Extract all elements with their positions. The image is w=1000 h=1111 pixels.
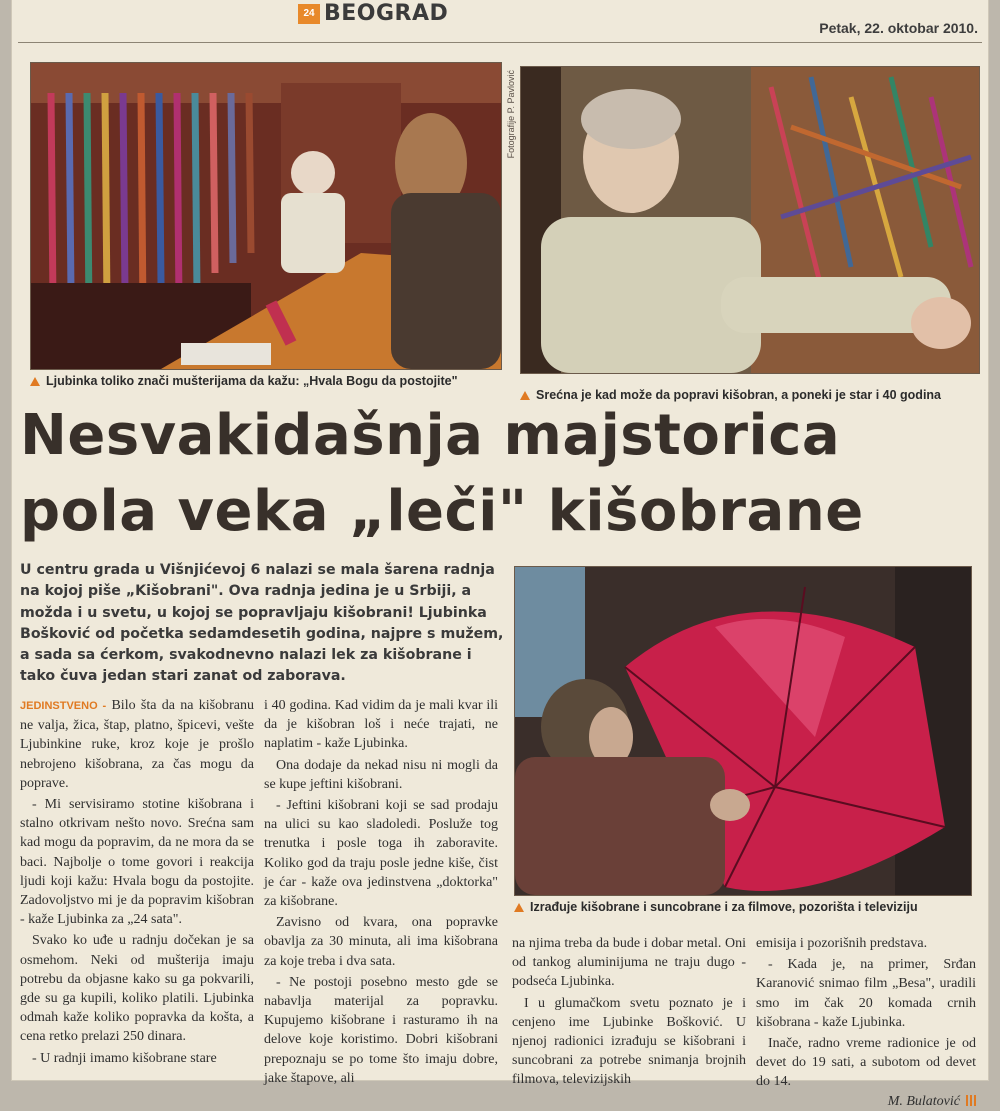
- caption-photo-bottom: Izrađuje kišobrane i suncobrane i za filmove, pozorišta i televiziju: [514, 900, 918, 914]
- issue-date: Petak, 22. oktobar 2010.: [819, 20, 978, 36]
- signature-mark-icon: [964, 1092, 976, 1111]
- paragraph: Ona dodaje da nekad nisu ni mogli da se kupe jeftini kišobrani.: [264, 757, 498, 792]
- caption-triangle-icon: [30, 377, 40, 386]
- paragraph: I u glumačkom svetu poznato je i cenjeno ime Ljubinke Bošković. U njenoj radionici izrađuju se kišobrani i suncobrani za potrebe snimanja brojnih filmova, televizijskih: [512, 995, 746, 1088]
- author-signature: M. Bulatović: [888, 1092, 976, 1111]
- paragraph: - Ne postoji posebno mesto gde se nabavlja materijal za popravku. Kupujemo kišobrane i rasturamo ih na delove koje koristimo. Dobri kišobrani prepoznaju se po tome što imaju dobre, jake štapove, ali: [264, 974, 498, 1086]
- headline-line-2: pola veka „leči" kišobrane: [20, 479, 864, 544]
- paragraph: Svako ko uđe u radnju dočekan je sa osmehom. Neki od mušterija imaju potrebu da objasne kako su ga pokvarili, gde su ga kupili, koliko platili. Ljubinka odmah kaže koliko popravka da košta, a cena retko prelazi 250 dinara.: [20, 933, 254, 1045]
- article-lead: U centru grada u Višnjićevoj 6 nalazi se mala šarena radnja na kojoj piše „Kišobrani". Ova radnja jedina je u Srbiji, a možda i u svetu, u kojoj se popravljaju kišobrani! Ljubinka Bošković od početka sedamdesetih godina, najpre s mužem, a sada sa ćerkom, svakodnevno nalazi lek za kišobrane i tako čuva jedan stari zanat od zaborava.: [20, 562, 504, 685]
- caption-photo-right: Srećna je kad može da popravi kišobran, a poneki je star i 40 godina: [520, 388, 941, 402]
- section-title: BEOGRAD: [324, 1, 449, 26]
- header-divider: [18, 42, 982, 43]
- photo-credit: Fotografije P. Pavlović: [506, 70, 516, 159]
- article-column-1: [20, 696, 254, 1070]
- headline-line-1: Nesvakidašnja majstorica: [20, 403, 841, 468]
- photo-red-umbrella: [514, 566, 972, 896]
- article-headline: [20, 398, 980, 550]
- paragraph: - Jeftini kišobrani koji se sad prodaju na ulici su kao sladoledi. Posluže tog trenutka i posle toga ih zaboravite. Koliko god da traju posle jedne kiše, čist je ćar - kaže ova jedinstvena „doktorka" za kišobrane.: [264, 798, 498, 910]
- paragraph: na njima treba da bude i dobar metal. Oni od tankog aluminijuma ne traju dugo - podseća Ljubinka.: [512, 936, 746, 990]
- paragraph: - Kada je, na primer, Srđan Karanović snimao film „Besa", uradili smo im čak 20 komada crnih kišobrana - kaže Ljubinka.: [756, 957, 976, 1030]
- paragraph: - Mi servisiramo stotine kišobrana i stalno otkrivam nešto novo. Srećna sam kad mogu da popravim, da ne mora da se baci. Najbolje o tome govori i reakcija ljudi koji kažu: Hvala bogu da postojite. Zadovoljstvo mi je da popravim kišobran - kaže Ljubinka za „24 sata".: [20, 797, 254, 928]
- paragraph: Zavisno od kvara, ona popravke obavlja za 30 minuta, ali ima kišobrana za koje treba i dva sata.: [264, 915, 498, 969]
- newspaper-logo: 24: [298, 4, 320, 24]
- paragraph: JEDINSTVENO - Bilo šta da na kišobranu ne valja, žica, štap, platno, špicevi, vešte Ljubinkine ruke, kroz koje je prošlo nebrojeno kišobrana, za čas mogu da poprave.: [20, 698, 254, 791]
- paragraph: - U radnji imamo kišobrane stare: [32, 1050, 217, 1066]
- article-column-4: [756, 934, 976, 1111]
- photo-woman-repairing: [520, 66, 980, 374]
- caption-triangle-icon: [514, 903, 524, 912]
- section-kicker: JEDINSTVENO -: [20, 700, 107, 712]
- photo-shop-counter: [30, 62, 502, 370]
- newspaper-page: [12, 0, 988, 1109]
- paragraph: i 40 godina. Kad vidim da je mali kvar ili da je kišobran loš i neće trajati, ne naplatim - kaže Ljubinka.: [264, 698, 498, 752]
- page-header: [12, 0, 988, 44]
- caption-photo-left: Ljubinka toliko znači mušterijama da kažu: „Hvala Bogu da postojite": [30, 374, 458, 388]
- article-column-3: [512, 934, 746, 1092]
- article-column-2: [264, 696, 498, 1090]
- paragraph: emisija i pozorišnih predstava.: [756, 936, 928, 951]
- paragraph: Inače, radno vreme radionice je od devet do 19 sati, a subotom od devet do 14.: [756, 1036, 976, 1090]
